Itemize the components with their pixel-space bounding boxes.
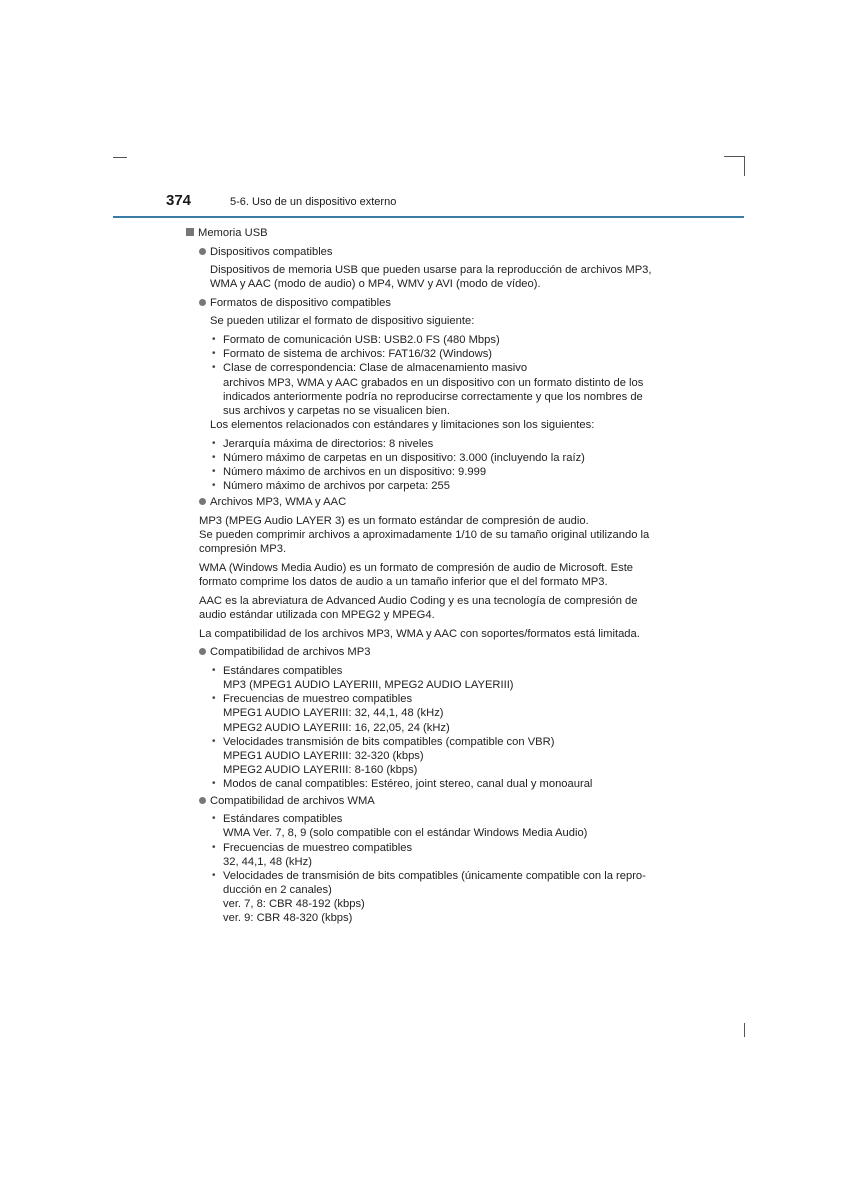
list-item: Modos de canal compatibles: Estéreo, joint stereo, canal dual y monoaural: [223, 778, 593, 790]
list-item: Velocidades de transmisión de bits compatibles (únicamente compatible con la repro-: [223, 870, 646, 882]
list-item-continuation: 32, 44,1, 48 (kHz): [223, 856, 312, 868]
bullet-dot-icon: •: [212, 452, 216, 463]
circle-bullet-icon: [199, 299, 206, 306]
crop-mark-top-right-horizontal: [724, 156, 745, 157]
bullet-dot-icon: •: [212, 665, 216, 676]
list-item-continuation: ver. 9: CBR 48-320 (kbps): [223, 912, 353, 924]
subsection-title-text: Formatos de dispositivo compatibles: [210, 297, 391, 309]
subsection-title-text: Archivos MP3, WMA y AAC: [210, 496, 347, 508]
subsection-title-text: Dispositivos compatibles: [210, 246, 333, 258]
bullet-dot-icon: •: [212, 362, 216, 373]
bullet-dot-icon: •: [212, 480, 216, 491]
subsection-title: [199, 495, 346, 509]
paragraph-line: MP3 (MPEG Audio LAYER 3) es un formato estándar de compresión de audio.: [199, 515, 589, 527]
subsection-title: [199, 245, 333, 259]
paragraph-line: Dispositivos de memoria USB que pueden usarse para la reproducción de archivos MP3,: [210, 264, 652, 276]
bullet-dot-icon: •: [212, 466, 216, 477]
crop-mark-top-left: [113, 157, 127, 158]
subsection-title-text: Compatibilidad de archivos WMA: [210, 795, 375, 807]
list-item-continuation: sus archivos y carpetas no se visualicen bien.: [223, 405, 450, 417]
bullet-dot-icon: •: [212, 870, 216, 881]
list-item: Frecuencias de muestreo compatibles: [223, 693, 413, 705]
paragraph-line: WMA y AAC (modo de audio) o MP4, WMV y AVI (modo de vídeo).: [210, 278, 541, 290]
list-item: Número máximo de archivos en un dispositivo: 9.999: [223, 466, 487, 478]
square-bullet-icon: [186, 228, 194, 236]
bullet-dot-icon: •: [212, 334, 216, 345]
list-item: Clase de correspondencia: Clase de almacenamiento masivo: [223, 362, 528, 374]
list-item: Frecuencias de muestreo compatibles: [223, 842, 413, 854]
page-number: 374: [166, 192, 192, 209]
bullet-dot-icon: •: [212, 736, 216, 747]
paragraph-line: compresión MP3.: [199, 543, 287, 555]
list-item-continuation: ducción en 2 canales): [223, 884, 332, 896]
heading-text: Memoria USB: [198, 227, 268, 239]
subsection-title-text: Compatibilidad de archivos MP3: [210, 646, 371, 658]
list-item-continuation: MPEG2 AUDIO LAYERIII: 8-160 (kbps): [223, 764, 418, 776]
paragraph-line: Se pueden comprimir archivos a aproximadamente 1/10 de su tamaño original utilizando la: [199, 529, 650, 541]
list-item-continuation: indicados anteriormente podría no reproducirse correctamente y que los nombres de: [223, 391, 643, 403]
paragraph-line: formato comprime los datos de audio a un tamaño inferior que el del formato MP3.: [199, 576, 608, 588]
page-header: [0, 190, 848, 220]
subsection-title: [199, 296, 391, 310]
paragraph-line: audio estándar utilizada con MPEG2 y MPEG4.: [199, 609, 435, 621]
bullet-dot-icon: •: [212, 438, 216, 449]
list-item-continuation: archivos MP3, WMA y AAC grabados en un dispositivo con un formato distinto de los: [223, 377, 644, 389]
list-item: Velocidades transmisión de bits compatibles (compatible con VBR): [223, 736, 555, 748]
list-item-continuation: ver. 7, 8: CBR 48-192 (kbps): [223, 898, 365, 910]
crop-mark-bottom-right: [744, 1023, 745, 1037]
list-item-continuation: MPEG1 AUDIO LAYERIII: 32-320 (kbps): [223, 750, 424, 762]
list-item: Estándares compatibles: [223, 665, 343, 677]
paragraph-line: La compatibilidad de los archivos MP3, WMA y AAC con soportes/formatos está limitada.: [199, 628, 640, 640]
list-item: Jerarquía máxima de directorios: 8 niveles: [223, 438, 434, 450]
bullet-dot-icon: •: [212, 778, 216, 789]
subsection-title: [199, 794, 375, 808]
paragraph-line: Se pueden utilizar el formato de dispositivo siguiente:: [210, 315, 475, 327]
crop-mark-top-right-vertical: [744, 156, 745, 176]
section-heading: [186, 226, 268, 240]
circle-bullet-icon: [199, 648, 206, 655]
list-item: Número máximo de carpetas en un dispositivo: 3.000 (incluyendo la raíz): [223, 452, 585, 464]
list-item-continuation: MPEG2 AUDIO LAYERIII: 16, 22,05, 24 (kHz): [223, 722, 450, 734]
paragraph-line: AAC es la abreviatura de Advanced Audio Coding y es una tecnología de compresión de: [199, 595, 638, 607]
subsection-title: [199, 645, 370, 659]
list-item: Formato de comunicación USB: USB2.0 FS (480 Mbps): [223, 334, 500, 346]
list-item: Estándares compatibles: [223, 813, 343, 825]
list-item-continuation: MPEG1 AUDIO LAYERIII: 32, 44,1, 48 (kHz): [223, 707, 444, 719]
list-item-continuation: MP3 (MPEG1 AUDIO LAYERIII, MPEG2 AUDIO LAYERIII): [223, 679, 514, 691]
section-title: 5-6. Uso de un dispositivo externo: [230, 196, 397, 208]
list-item-continuation: WMA Ver. 7, 8, 9 (solo compatible con el estándar Windows Media Audio): [223, 827, 588, 839]
bullet-dot-icon: •: [212, 693, 216, 704]
circle-bullet-icon: [199, 498, 206, 505]
list-item: Número máximo de archivos por carpeta: 255: [223, 480, 450, 492]
circle-bullet-icon: [199, 797, 206, 804]
bullet-dot-icon: •: [212, 842, 216, 853]
circle-bullet-icon: [199, 248, 206, 255]
paragraph-line: WMA (Windows Media Audio) es un formato de compresión de audio de Microsoft. Este: [199, 562, 634, 574]
header-rule: [113, 216, 744, 218]
paragraph-line: Los elementos relacionados con estándares y limitaciones son los siguientes:: [210, 419, 595, 431]
list-item: Formato de sistema de archivos: FAT16/32 (Windows): [223, 348, 493, 360]
bullet-dot-icon: •: [212, 813, 216, 824]
bullet-dot-icon: •: [212, 348, 216, 359]
